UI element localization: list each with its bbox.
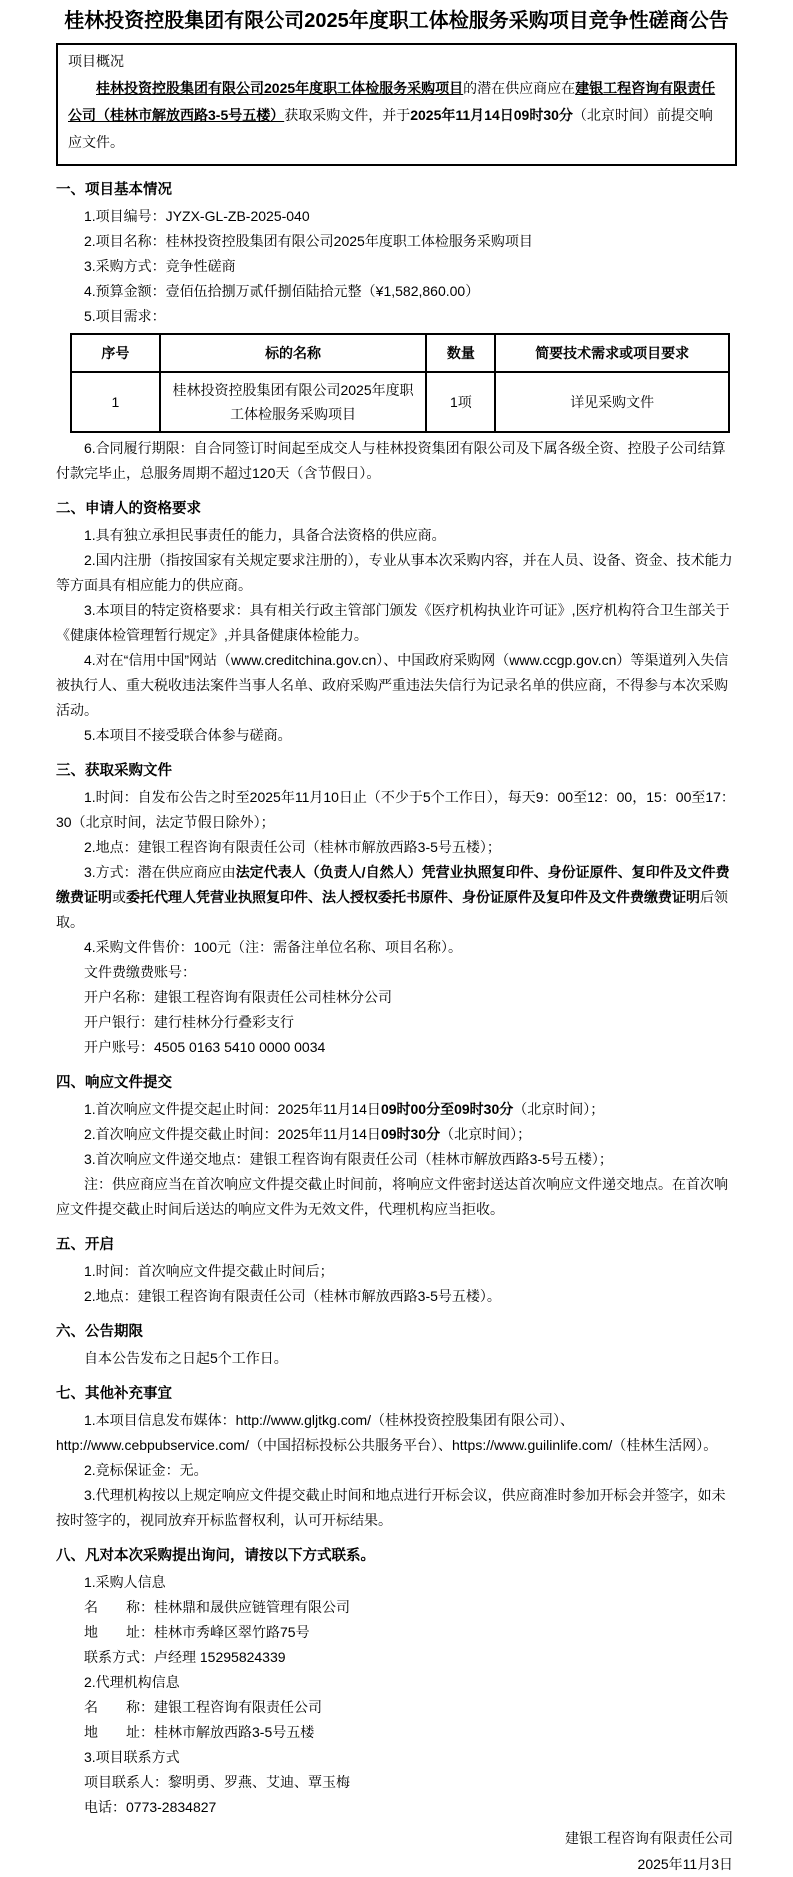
page-title: 桂林投资控股集团有限公司2025年度职工体检服务采购项目竞争性磋商公告 (64, 10, 729, 32)
project-contact-phone: 电话：0773-2834827 (84, 1799, 217, 1815)
project-name-emphasis: 桂林投资控股集团有限公司2025年度职工体检服务采购项目 (96, 80, 464, 96)
qualification-item-2: 2.国内注册（指按国家有关规定要求注册的），专业从事本次采购内容，并在人员、设备、资金、技术能力等方面具有相应能力的供应商。 (56, 552, 733, 593)
opening-time: 1.时间：首次响应文件提交截止时间后； (84, 1263, 334, 1279)
project-number: 1.项目编号：JYZX-GL-ZB-2025-040 (84, 208, 310, 224)
document-price: 4.采购文件售价：100元（注：需备注单位名称、项目名称）。 (84, 939, 463, 955)
submission-note: 注：供应商应当在首次响应文件提交截止时间前，将响应文件密封送达首次响应文件递交地点。在首次响应文件提交截止时间后送达的响应文件为无效文件，代理机构应当拒收。 (56, 1176, 728, 1217)
section-obtain-documents (56, 759, 737, 1060)
fee-account-label: 文件费缴费账号： (84, 964, 196, 980)
cell-quantity: 1项 (426, 372, 495, 432)
project-requirements-label: 5.项目需求： (84, 308, 166, 324)
submission-location: 3.首次响应文件递交地点：建银工程咨询有限责任公司（桂林市解放西路3-5号五楼）； (84, 1151, 613, 1167)
qualification-item-4: 4.对在“信用中国”网站（www.creditchina.gov.cn）、中国政府采购网（www.ccgp.gov.cn）等渠道列入失信被执行人、重大税收违法案件当事人名单、政府采购严重违法失信行为记录名单的供应商，不得参与本次采购活动。 (56, 652, 729, 718)
section-basic-info-heading: 一、项目基本情况 (56, 182, 172, 198)
section-response-submission-heading: 四、响应文件提交 (56, 1075, 172, 1091)
col-header-requirement: 简要技术需求或项目要求 (495, 334, 729, 372)
section-opening-heading: 五、开启 (56, 1237, 114, 1253)
opening-meeting-rule: 3.代理机构按以上规定响应文件提交截止时间和地点进行开标会议，供应商准时参加开标会并签字，如未按时签字的，视同放弃开标监督权利，认可开标结果。 (56, 1487, 726, 1528)
requirements-table (70, 333, 730, 433)
obtain-method-suffix: 后领取。 (56, 889, 728, 930)
overview-label: 项目概况 (68, 53, 124, 69)
col-header-index: 序号 (71, 334, 160, 372)
account-bank: 开户银行：建行桂林分行叠彩支行 (84, 1014, 294, 1030)
section-other-matters-heading: 七、其他补充事宜 (56, 1386, 172, 1402)
cell-requirement: 详见采购文件 (495, 372, 729, 432)
submission-start-suffix: （北京时间）； (513, 1101, 605, 1117)
section-opening (56, 1233, 737, 1309)
cell-subject: 桂林投资控股集团有限公司2025年度职工体检服务采购项目 (160, 372, 426, 432)
purchaser-name: 名 称：桂林鼎和晟供应链管理有限公司 (84, 1599, 350, 1615)
obtain-time: 1.时间：自发布公告之时至2025年11月10日止（不少于5个工作日），每天9：00至12：00，15：00至17：30（北京时间，法定节假日除外）； (56, 789, 735, 830)
section-other-matters (56, 1382, 737, 1533)
submission-deadline-time-emphasis: 09时30分 (380, 1126, 441, 1142)
project-contact-label: 3.项目联系方式 (84, 1749, 180, 1765)
account-number: 开户账号：4505 0163 5410 0000 0034 (84, 1039, 326, 1055)
table-header-row (71, 334, 729, 372)
qualification-item-5: 5.本项目不接受联合体参与磋商。 (84, 727, 292, 743)
section-qualification (56, 497, 737, 748)
section-basic-info (56, 178, 737, 486)
opening-location: 2.地点：建银工程咨询有限责任公司（桂林市解放西路3-5号五楼）。 (84, 1288, 501, 1304)
purchaser-contact: 联系方式：卢经理 15295824339 (84, 1649, 286, 1665)
table-row (71, 372, 729, 432)
section-obtain-documents-heading: 三、获取采购文件 (56, 763, 172, 779)
purchaser-info-label: 1.采购人信息 (84, 1574, 166, 1590)
agency-address: 地 址：桂林市解放西路3-5号五楼 (84, 1724, 315, 1740)
submission-start-prefix: 1.首次响应文件提交起止时间：2025年11月14日 (84, 1101, 381, 1117)
overview-text-3: （北京时间）前提交响应文件。 (68, 107, 713, 150)
submission-deadline-emphasis: 2025年11月14日09时30分 (410, 107, 573, 123)
overview-text-2: 获取采购文件，并于 (284, 107, 411, 123)
legal-representative-emphasis: 法定代表人（负责人/自然人）凭营业执照复印件、身份证原件、复印件及文件费缴费证明 (56, 864, 730, 905)
col-header-subject: 标的名称 (160, 334, 426, 372)
obtain-location: 2.地点：建银工程咨询有限责任公司（桂林市解放西路3-5号五楼）； (84, 839, 501, 855)
submission-start-time-emphasis: 09时00分至09时30分 (380, 1101, 514, 1117)
budget-amount: 4.预算金额：壹佰伍拾捌万贰仟捌佰陆拾元整（¥1,582,860.00） (84, 283, 480, 299)
signature-block (56, 1825, 737, 1877)
submission-deadline-prefix: 2.首次响应文件提交截止时间：2025年11月14日 (84, 1126, 381, 1142)
col-header-quantity: 数量 (426, 334, 495, 372)
purchaser-address: 地 址：桂林市秀峰区翠竹路75号 (84, 1624, 310, 1640)
overview-text-1: 的潜在供应商应在 (463, 80, 576, 96)
entrusted-agent-emphasis: 委托代理人凭营业执照复印件、法人授权委托书原件、身份证原件及复印件及文件费缴费证明 (126, 889, 700, 905)
overview-paragraph (68, 75, 725, 156)
agency-name-emphasis: 建银工程咨询有限责任公司（桂林市解放西路3-5号五楼） (68, 80, 716, 123)
cell-index: 1 (71, 372, 160, 432)
obtain-method-prefix: 3.方式：潜在供应商应由 (84, 864, 236, 880)
signature-date: 2025年11月3日 (637, 1856, 733, 1872)
project-overview-box (56, 43, 737, 166)
publishing-media: 1.本项目信息发布媒体：http://www.gljtkg.com/（桂林投资控股集团有限公司）、http://www.cebpubservice.com/（中国招标投标公共服务平台）、https://www.guilinlife.com/（桂林生活网）。 (56, 1412, 718, 1453)
bid-deposit: 2.竞标保证金：无。 (84, 1462, 208, 1478)
qualification-item-3: 3.本项目的特定资格要求：具有相关行政主管部门颁发《医疗机构执业许可证》,医疗机构符合卫生部关于《健康体检管理暂行规定》,并具备健康体检能力。 (56, 602, 730, 643)
qualification-item-1: 1.具有独立承担民事责任的能力，具备合法资格的供应商。 (84, 527, 446, 543)
section-contact-heading: 八、凡对本次采购提出询问，请按以下方式联系。 (56, 1548, 375, 1564)
agency-name: 名 称：建银工程咨询有限责任公司 (84, 1699, 322, 1715)
section-announcement-period-heading: 六、公告期限 (56, 1324, 143, 1340)
obtain-method-or: 或 (112, 889, 126, 905)
section-response-submission (56, 1071, 737, 1222)
section-qualification-heading: 二、申请人的资格要求 (56, 501, 201, 517)
contract-period: 6.合同履行期限：自合同签订时间起至成交人与桂林投资集团有限公司及下属各级全资、控股子公司结算付款完毕止，总服务周期不超过120天（含节假日）。 (56, 440, 726, 481)
announcement-period-text: 自本公告发布之日起5个工作日。 (84, 1350, 288, 1366)
submission-deadline (56, 1122, 737, 1147)
project-contact-persons: 项目联系人：黎明勇、罗燕、艾迪、覃玉梅 (84, 1774, 350, 1790)
signature-company: 建银工程咨询有限责任公司 (565, 1830, 733, 1846)
project-name: 2.项目名称：桂林投资控股集团有限公司2025年度职工体检服务采购项目 (84, 233, 533, 249)
submission-start-time (56, 1097, 737, 1122)
obtain-method (56, 860, 737, 935)
agency-info-label: 2.代理机构信息 (84, 1674, 180, 1690)
procurement-method: 3.采购方式：竞争性磋商 (84, 258, 236, 274)
section-announcement-period (56, 1320, 737, 1371)
section-contact (56, 1544, 737, 1820)
account-name: 开户名称：建银工程咨询有限责任公司桂林分公司 (84, 989, 392, 1005)
submission-deadline-suffix: （北京时间）； (440, 1126, 532, 1142)
